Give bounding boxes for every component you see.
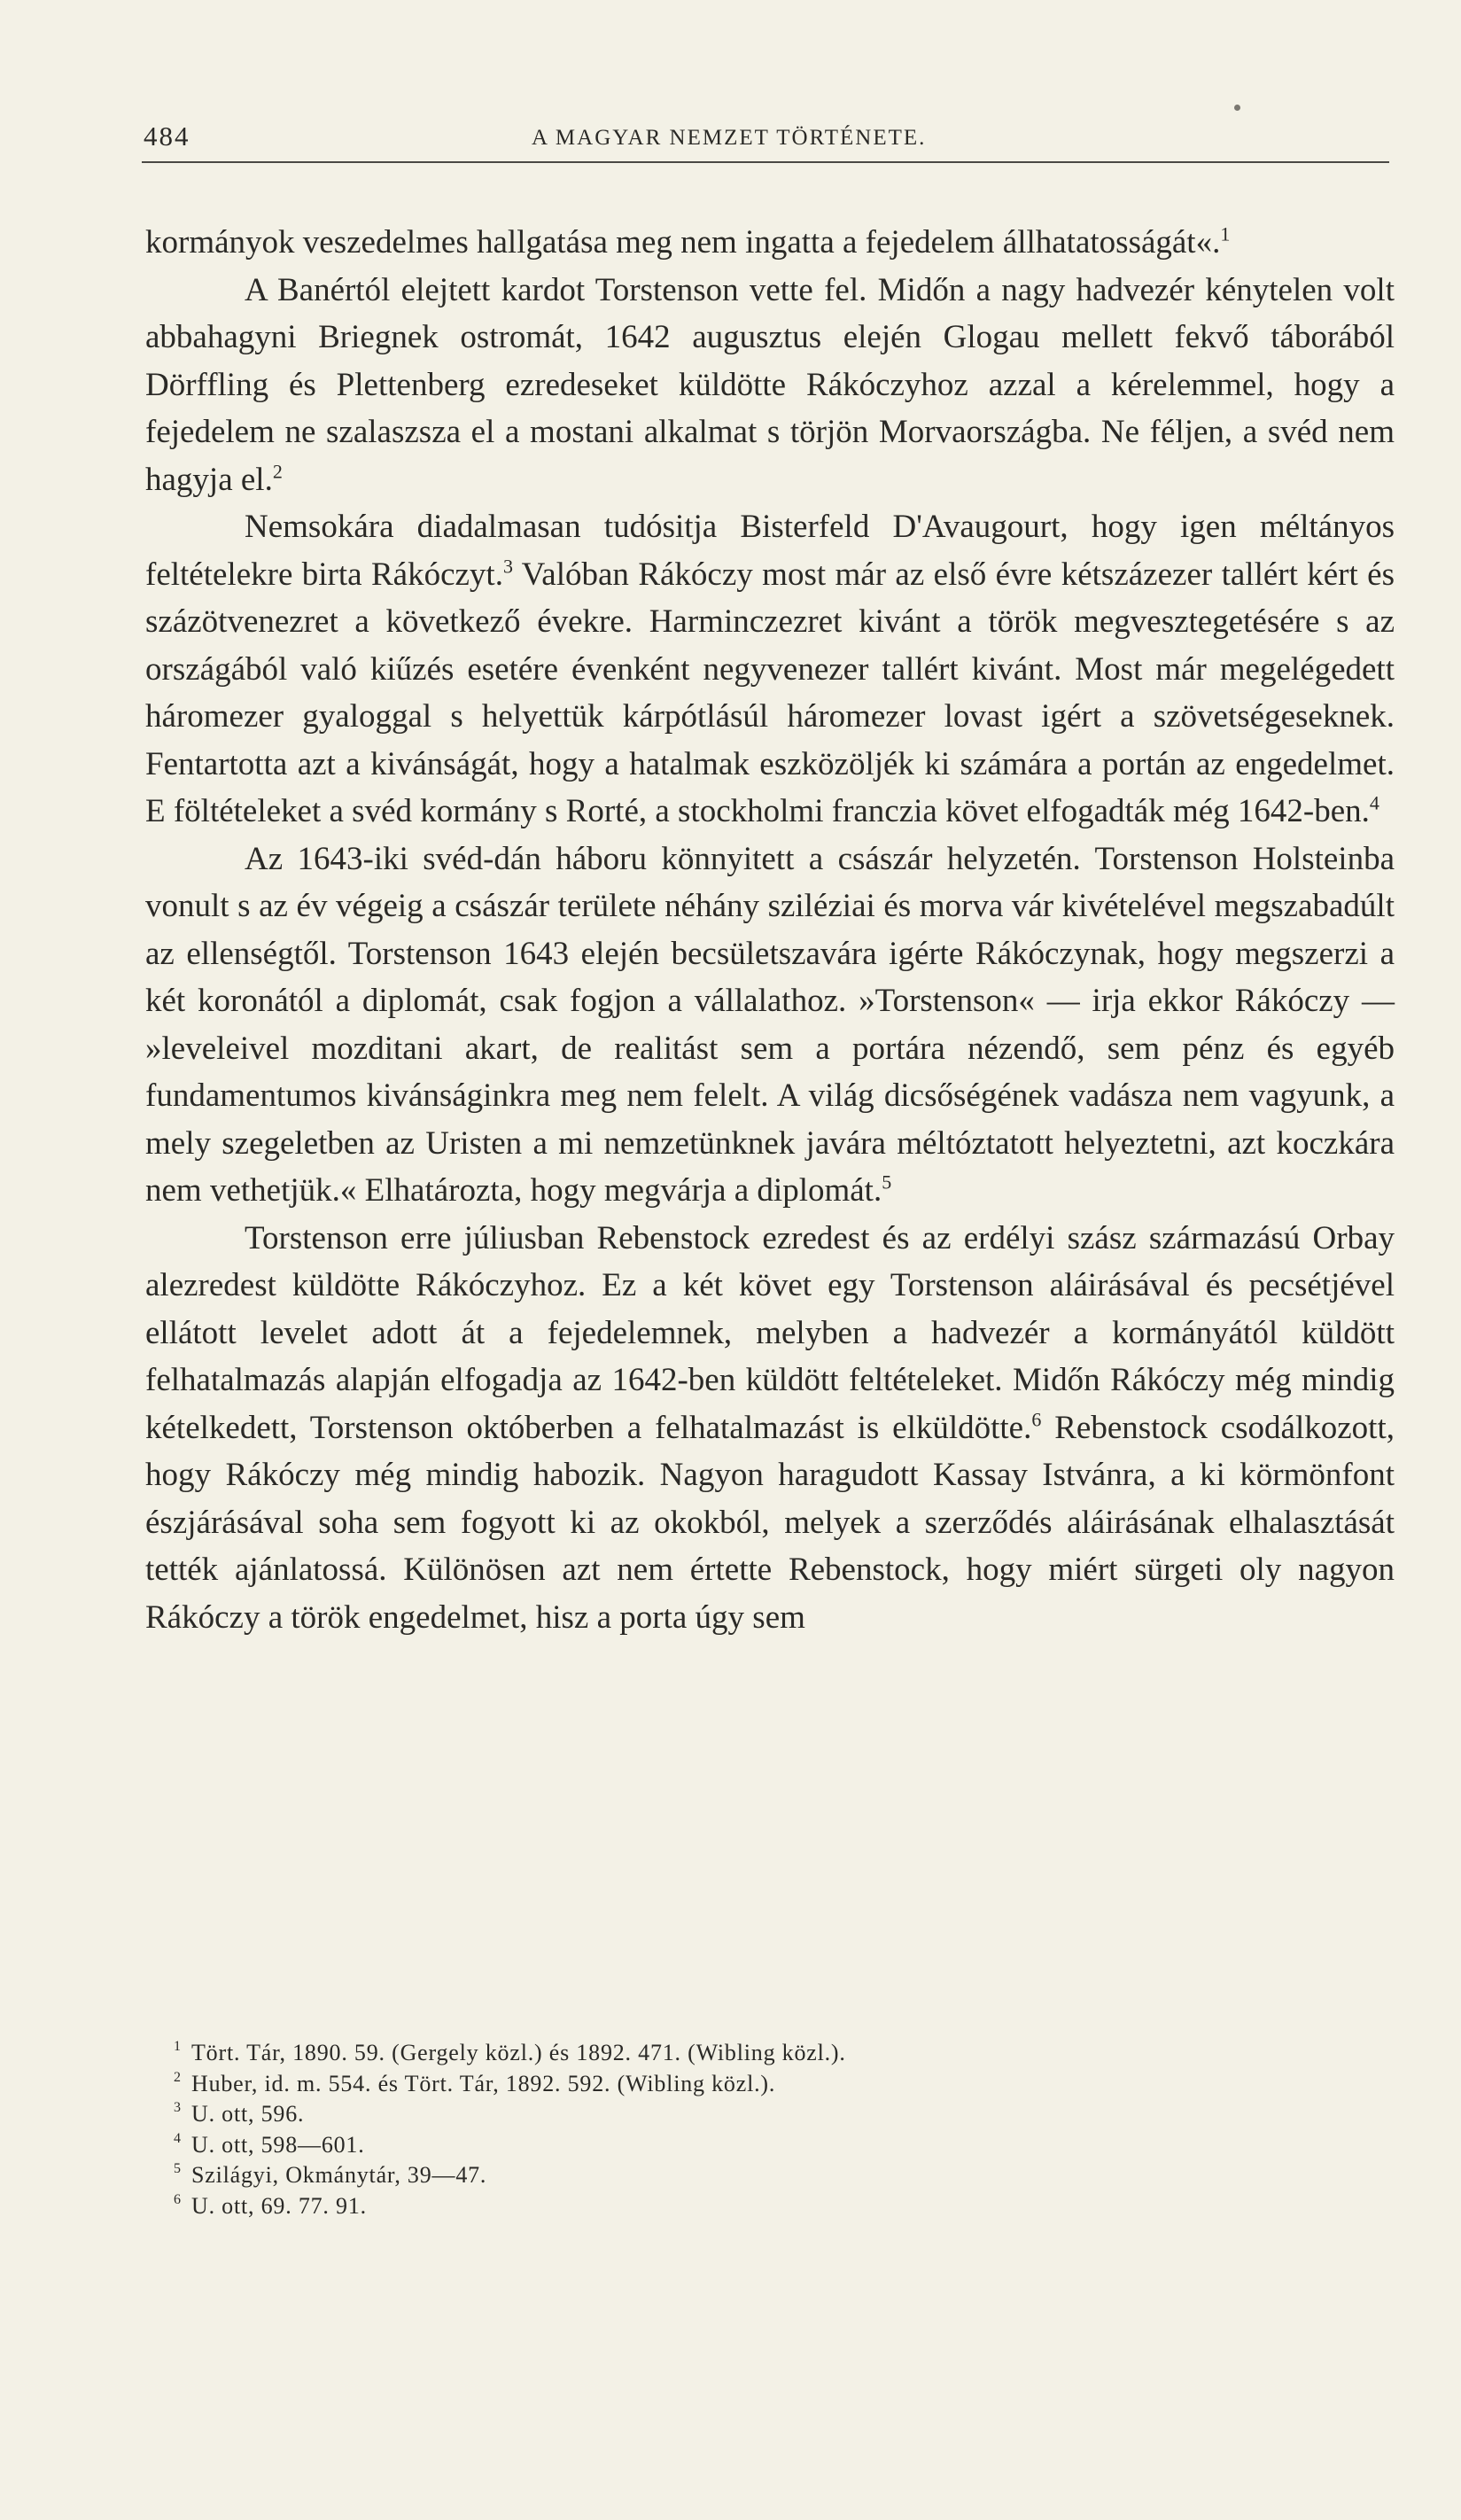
- footnote-text: U. ott, 596.: [191, 2101, 305, 2127]
- print-speck: [1234, 105, 1240, 111]
- paragraph-text: A Banértól elejtett kardot Torstenson vette fel. Midőn a nagy hadvezér kénytelen volt abbahagyni Briegnek ostromát, 1642 augusztus elején Glogau mellett fekvő táborából Dörffling és Plettenberg ezredeseket küldötte Rákóczyhoz azzal a kérelemmel, hogy a fejedelem ne szalaszsza el a mostani alkalmat s törjön Morvaországba. Ne féljen, a svéd nem hagyja el.: [145, 271, 1395, 498]
- footnote-text: Huber, id. m. 554. és Tört. Tár, 1892. 592. (Wibling közl.).: [191, 2070, 776, 2096]
- footnote: [174, 2069, 1255, 2100]
- paragraph: [145, 1215, 1395, 1642]
- footnote-text: Tört. Tár, 1890. 59. (Gergely közl.) és 1892. 471. (Wibling közl.).: [191, 2040, 846, 2065]
- paragraph-text: kormányok veszedelmes hallgatása meg nem ingatta a fejedelem állhatatosságát«.: [145, 224, 1221, 261]
- paragraph-text: Torstenson erre júliusban Rebenstock ezredest és az erdélyi szász származású Orbay alezredest küldötte Rákóczyhoz. Ez a két követ egy Torstenson aláirásával és pecsétjével ellátott levelet adott át a fejedelemnek, melyben a hadvezér a kormányától küldött felhatalmazás alapján elfogadja az 1642-ben küldött feltételeket. Midőn Rákóczy még mindig kételkedett, Torstenson októberben a felhatalmazást is elküldötte.: [145, 1219, 1395, 1446]
- footnote-ref: 5: [882, 1171, 892, 1194]
- paragraph-text: Az 1643-iki svéd-dán háboru könnyitett a császár helyzetén. Torstenson Holsteinba vonult s az év végeig a császár területe néhány sziléziai és morva vár kivételével megszabadúlt az ellenségtől. Torstenson 1643 elején becsületszavára igérte Rákóczynak, hogy megszerzi a két koronától a diplomát, csak fogjon a vállalathoz. »Torstenson« — irja ekkor Rákóczy — »leveleivel mozditani akart, de realitást sem a portára nézendő, sem pénz és egyéb fundamentumos kivánságinkra meg nem felelt. A világ dicsőségének vadásza nem vagyunk, a mely szegeletben az Uristen a mi nemzetünknek javára méltóztatott helyeztetni, azt koczkára nem vethetjük.« Elhatározta, hogy megvárja a diplomát.: [145, 840, 1395, 1209]
- footnote-ref: 4: [1369, 791, 1379, 814]
- paragraph: [145, 503, 1395, 836]
- footnote: [174, 2130, 1255, 2161]
- footnote-mark: 6: [174, 2191, 182, 2207]
- footnote-mark: 5: [174, 2161, 182, 2176]
- footnote: [174, 2191, 1255, 2222]
- footnotes: [174, 2038, 1255, 2221]
- footnote-text: U. ott, 69. 77. 91.: [191, 2192, 367, 2219]
- footnote-mark: 4: [174, 2130, 182, 2146]
- footnote-ref: 2: [272, 460, 283, 483]
- footnote: [174, 2099, 1255, 2130]
- paragraph-text: Rebenstock csodálkozott, hogy Rákóczy még mindig habozik. Nagyon haragudott Kassay Istvánra, a ki körmönfont észjárásával soha sem fogyott ki az okokból, melyek a szerződés aláirásának elhalasztását tették ajánlatossá. Különösen azt nem értette Rebenstock, hogy miért sürgeti oly nagyon Rákóczy a török engedelmet, hisz a porta úgy sem: [145, 1409, 1395, 1636]
- footnote-mark: 1: [174, 2039, 182, 2054]
- page-number: 484: [144, 121, 190, 152]
- footnote-text: Szilágyi, Okmánytár, 39—47.: [191, 2162, 487, 2188]
- paragraph: [145, 836, 1395, 1215]
- paragraph: [145, 219, 1395, 267]
- footnote-ref: 1: [1220, 222, 1231, 245]
- footnote-ref: 3: [502, 555, 513, 578]
- running-title: A MAGYAR NEMZET TÖRTÉNETE.: [532, 126, 927, 150]
- footnote: [174, 2038, 1255, 2069]
- page-header: [142, 117, 1389, 163]
- footnote-ref: 6: [1031, 1408, 1042, 1431]
- footnote-mark: 3: [174, 2100, 182, 2115]
- paragraph-text: Valóban Rákóczy most már az első évre kétszázezer tallért kért és százötvenezret a következő évekre. Harminczezret kivánt a török megvesztegetésére s az országából való kiűzés esetére évenként negyvenezer tallért kivánt. Most már megelégedett háromezer gyaloggal s helyettük kárpótlásúl háromezer lovast igért a szövetségeseknek. Fentartotta azt a kivánságát, hogy a hatalmak eszközöljék ki számára a portán az engedelmet. E föltételeket a svéd kormány s Rorté, a stockholmi franczia követ elfogadták még 1642-ben.: [145, 556, 1395, 829]
- footnote: [174, 2160, 1255, 2191]
- paragraph-text: Nemsokára diadalmasan tudósitja Bisterfeld D'Avaugourt, hogy igen méltányos feltételekre birta Rákóczyt.: [145, 509, 1395, 593]
- paragraph: [145, 267, 1395, 504]
- body-text: [145, 219, 1395, 1641]
- footnote-mark: 2: [174, 2069, 182, 2085]
- footnote-text: U. ott, 598—601.: [191, 2131, 365, 2158]
